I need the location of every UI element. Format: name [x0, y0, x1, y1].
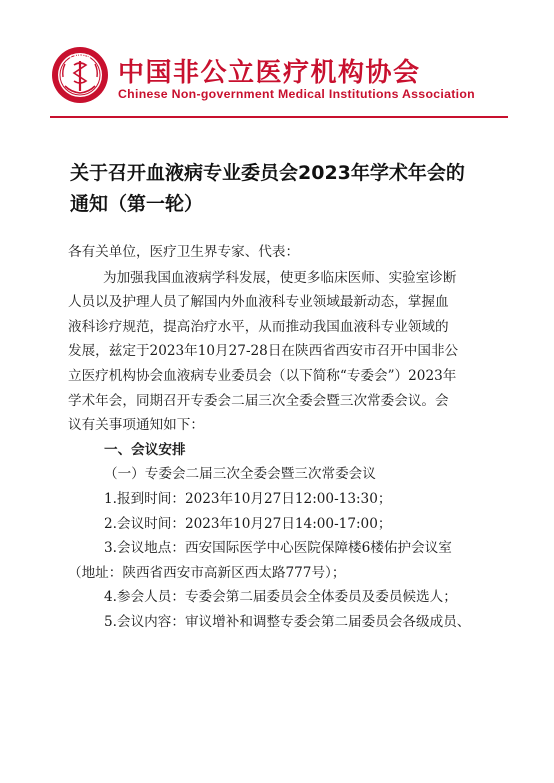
association-logo-icon	[51, 46, 109, 104]
intro-line: 发展，兹定于2023年10月27-28日在陕西省西安市召开中国非公	[68, 343, 459, 360]
logo-text: CNMIA	[69, 54, 91, 61]
title-line-2: 通知（第一轮）	[70, 193, 204, 215]
org-name-en: Chinese Non-government Medical Institutions Association	[118, 87, 475, 101]
org-name-cn: 中国非公立医疗机构协会	[118, 58, 421, 88]
list-item: 5.会议内容：审议增补和调整专委会第二届委员会各级成员、	[104, 613, 471, 630]
section-heading: 一、会议安排	[104, 441, 186, 458]
list-item: 1.报到时间：2023年10月27日12:00-13:30；	[104, 490, 392, 507]
salutation: 各有关单位，医疗卫生界专家、代表：	[68, 244, 300, 260]
list-item: 4.参会人员：专委会第二届委员会全体委员及委员候选人；	[104, 589, 457, 606]
intro-line: 学术年会，同期召开专委会二届三次全委会暨三次常委会议。会	[68, 392, 449, 409]
intro-line: 议有关事项通知如下：	[68, 417, 204, 434]
intro-line: 立医疗机构协会血液病专业委员会（以下简称“专委会”）2023年	[68, 367, 457, 384]
letterhead	[0, 0, 554, 120]
intro-line: 人员以及护理人员了解国内外血液科专业领域最新动态，掌握血	[68, 294, 449, 311]
document-body	[68, 240, 492, 635]
subsection-heading: （一）专委会二届三次全委会暨三次常委会议	[104, 466, 376, 483]
title-line-1: 关于召开血液病专业委员会2023年学术年会的	[70, 162, 465, 184]
intro-line: 为加强我国血液病学科发展，使更多临床医师、实验室诊断	[103, 269, 457, 286]
intro-line: 液科诊疗规范，提高治疗水平，从而推动我国血液科专业领域的	[68, 318, 449, 335]
letterhead-divider	[50, 116, 508, 118]
list-item: （地址：陕西省西安市高新区西太路777号）；	[68, 564, 346, 581]
list-item: 3.会议地点：西安国际医学中心医院保障楼6楼佑护会议室	[104, 540, 452, 557]
list-item: 2.会议时间：2023年10月27日14:00-17:00；	[104, 515, 392, 532]
document-title	[70, 158, 490, 220]
